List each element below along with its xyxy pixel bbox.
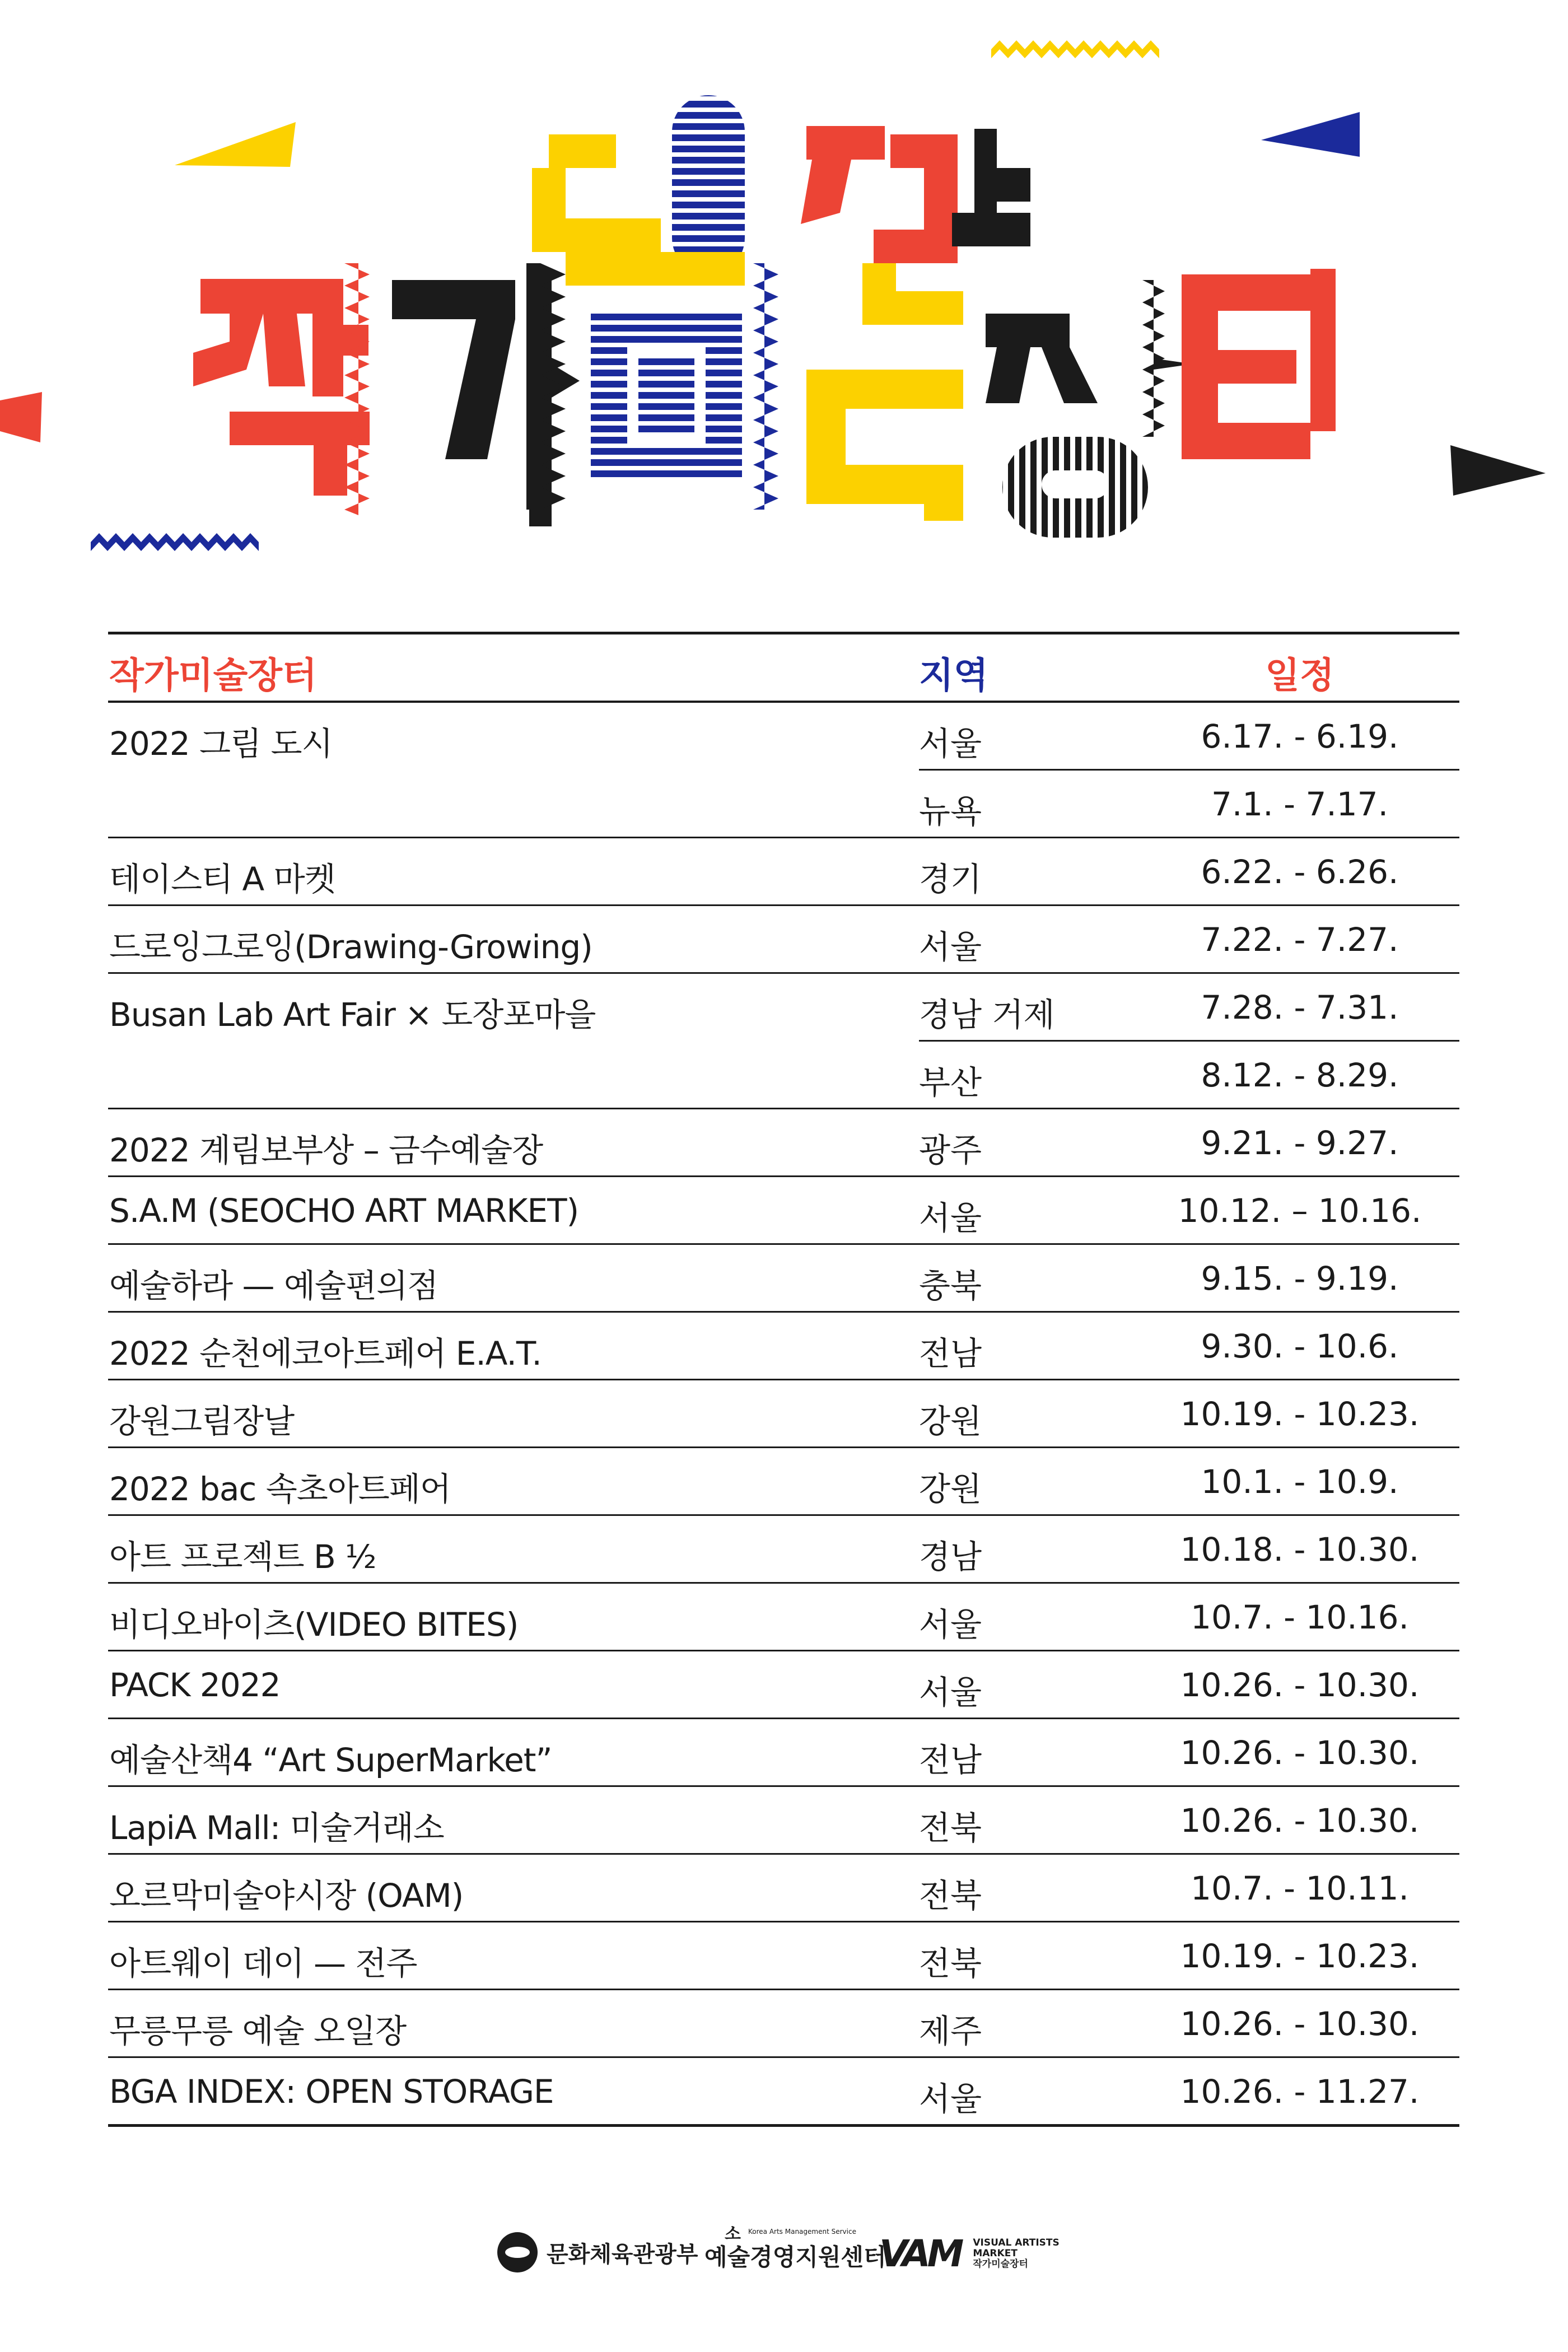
table-row <box>108 974 1459 1109</box>
market-date: 10.26. - 10.30. <box>1180 2005 1420 2043</box>
triangle-yellow <box>175 122 296 167</box>
market-date: 7.1. - 7.17. <box>1211 785 1389 823</box>
market-date: 6.17. - 6.19. <box>1201 717 1399 755</box>
market-date: 10.12. – 10.16. <box>1178 1192 1422 1230</box>
kams-logo-text: 예술경영지원센터 <box>704 2243 886 2271</box>
market-date: 9.30. - 10.6. <box>1201 1327 1399 1365</box>
zigzag-left <box>91 533 259 551</box>
table-row <box>108 1922 1459 1990</box>
market-name: 아트웨이 데이 — 전주 <box>109 1944 417 1982</box>
market-date: 10.7. - 10.11. <box>1191 1869 1409 1907</box>
vam-logo <box>879 2232 1060 2275</box>
table-row <box>108 703 1459 838</box>
table-row <box>108 1516 1459 1584</box>
vam-line-3: 작가미술장터 <box>973 2258 1028 2270</box>
market-region: 서울 <box>919 725 982 763</box>
header-region: 지역 <box>919 655 988 697</box>
market-name: BGA INDEX: OPEN STORAGE <box>109 2073 554 2111</box>
glyph-mi <box>591 314 742 482</box>
market-date: 10.26. - 10.30. <box>1180 1666 1420 1704</box>
market-region: 제주 <box>919 2012 982 2050</box>
market-region: 부산 <box>919 1063 982 1102</box>
market-name: 예술하라 — 예술편의점 <box>109 1267 438 1305</box>
table-row <box>108 1109 1459 1177</box>
market-name: LapiA Mall: 미술거래소 <box>109 1809 444 1847</box>
schedule-entry <box>919 703 1459 769</box>
table-body <box>108 703 1459 2124</box>
market-region: 경남 <box>919 1538 982 1576</box>
schedule-entry <box>919 1516 1459 1582</box>
market-date: 10.26. - 11.27. <box>1180 2073 1420 2111</box>
schedule-entry <box>919 1787 1459 1853</box>
market-name: 오르막미술야시장 (OAM) <box>109 1877 464 1915</box>
table-row <box>108 1651 1459 1719</box>
market-region: 뉴욕 <box>919 792 982 830</box>
market-name: 아트 프로젝트 B ½ <box>109 1538 376 1576</box>
market-date: 9.21. - 9.27. <box>1201 1124 1399 1162</box>
table-row <box>108 1448 1459 1516</box>
schedule-entry <box>919 1245 1459 1311</box>
table-row <box>108 906 1459 974</box>
mcst-logo <box>497 2232 698 2272</box>
mcst-logo-text: 문화체육관광부 <box>547 2241 698 2267</box>
market-region: 전북 <box>919 1809 982 1847</box>
kams-english: Korea Arts Management Service <box>748 2228 856 2236</box>
market-region: 서울 <box>919 1606 982 1644</box>
schedule-entry <box>919 974 1459 1040</box>
schedule-entry <box>919 769 1459 837</box>
schedule-entry <box>919 1313 1459 1379</box>
schedule-entry <box>919 1990 1459 2056</box>
market-date: 10.19. - 10.23. <box>1180 1937 1420 1975</box>
schedule-entry <box>919 2058 1459 2124</box>
schedule-entry <box>919 838 1459 904</box>
market-date: 10.19. - 10.23. <box>1180 1395 1420 1433</box>
table-row <box>108 1380 1459 1448</box>
glyph-jak <box>193 279 370 496</box>
market-date: 10.26. - 10.30. <box>1180 1734 1420 1772</box>
table-row <box>108 1855 1459 1922</box>
zigzag-top <box>991 40 1159 58</box>
vam-line-1: VISUAL ARTISTS <box>973 2237 1060 2248</box>
market-date: 7.22. - 7.27. <box>1201 921 1399 959</box>
header-date: 일정 <box>1265 655 1334 697</box>
market-region: 서울 <box>919 2080 982 2118</box>
market-name: 무릉무릉 예술 오일장 <box>109 2012 407 2050</box>
market-date: 8.12. - 8.29. <box>1201 1056 1399 1094</box>
table-bottom-rule <box>108 2124 1459 2127</box>
market-region: 서울 <box>919 928 982 966</box>
table-row <box>108 1177 1459 1245</box>
schedule-entry <box>919 1177 1459 1243</box>
table-header <box>108 634 1459 703</box>
table-row <box>108 1584 1459 1651</box>
market-name: 2022 순천에코아트페어 E.A.T. <box>109 1334 542 1373</box>
triangle-black <box>1450 445 1546 496</box>
table-row <box>108 1719 1459 1787</box>
market-region: 전남 <box>919 1334 982 1373</box>
zigzag-black-column <box>526 263 566 510</box>
schedule-entry <box>919 1380 1459 1446</box>
schedule-entry <box>919 1040 1459 1108</box>
table-row <box>108 838 1459 906</box>
market-region: 경남 거제 <box>919 996 1055 1034</box>
kams-logo <box>704 2224 886 2272</box>
market-name: 비디오바이츠(VIDEO BITES) <box>109 1606 519 1644</box>
footer-logos <box>0 2222 1568 2289</box>
schedule-entry <box>919 1448 1459 1514</box>
market-region: 충북 <box>919 1267 982 1305</box>
market-region: 서울 <box>919 1199 982 1237</box>
title-lettering <box>0 0 1568 571</box>
market-date: 10.7. - 10.16. <box>1191 1598 1409 1636</box>
market-name: 강원그림장날 <box>109 1402 295 1440</box>
market-name: 테이스티 A 마켓 <box>109 860 335 898</box>
glyph-ga <box>392 269 580 526</box>
market-name: S.A.M (SEOCHO ART MARKET) <box>109 1192 579 1230</box>
schedule-entry <box>919 1584 1459 1650</box>
schedule-entry <box>919 1922 1459 1989</box>
schedule-entry <box>919 1855 1459 1921</box>
market-region: 강원 <box>919 1402 982 1440</box>
kams-mark: 소 <box>725 2224 741 2244</box>
market-region: 강원 <box>919 1470 982 1508</box>
market-region: 서울 <box>919 1673 982 1711</box>
table-row <box>108 1245 1459 1313</box>
market-date: 10.26. - 10.30. <box>1180 1802 1420 1840</box>
market-date: 10.18. - 10.30. <box>1180 1530 1420 1569</box>
market-name: 2022 그림 도시 <box>109 725 333 763</box>
vam-mark: VAM <box>879 2232 961 2275</box>
zigzag-blue-column <box>753 263 778 510</box>
market-region: 전북 <box>919 1877 982 1915</box>
market-date: 10.1. - 10.9. <box>1201 1463 1399 1501</box>
triangle-red <box>0 392 42 442</box>
market-name: 2022 bac 속초아트페어 <box>109 1470 451 1508</box>
market-region: 전남 <box>919 1741 982 1779</box>
table-row <box>108 1313 1459 1380</box>
market-name: Busan Lab Art Fair × 도장포마을 <box>109 996 596 1034</box>
market-name: 예술산책4 “Art SuperMarket” <box>109 1741 552 1779</box>
schedule-entry <box>919 1651 1459 1718</box>
schedule-entry <box>919 1719 1459 1785</box>
market-name: 드로잉그로잉(Drawing-Growing) <box>109 928 592 966</box>
schedule-entry <box>919 906 1459 972</box>
triangle-blue <box>1261 112 1360 157</box>
market-region: 전북 <box>919 1944 982 1982</box>
vam-line-2: MARKET <box>973 2248 1018 2259</box>
schedule-entry <box>919 1109 1459 1175</box>
table-row <box>108 2058 1459 2124</box>
header-name: 작가미술장터 <box>109 655 317 697</box>
market-table <box>108 632 1459 2127</box>
market-region: 경기 <box>919 860 982 898</box>
market-name: 2022 계림보부상 – 금수예술장 <box>109 1131 543 1169</box>
glyph-teo <box>1182 269 1336 459</box>
table-row <box>108 1787 1459 1855</box>
market-date: 7.28. - 7.31. <box>1201 988 1399 1026</box>
taegeuk-icon <box>497 2232 538 2272</box>
title-graphic <box>0 0 1568 571</box>
market-region: 광주 <box>919 1131 982 1169</box>
market-date: 9.15. - 9.19. <box>1201 1259 1399 1298</box>
market-name: PACK 2022 <box>109 1666 281 1704</box>
market-date: 6.22. - 6.26. <box>1201 853 1399 891</box>
table-row <box>108 1990 1459 2058</box>
zigzag-red-column <box>344 263 370 515</box>
